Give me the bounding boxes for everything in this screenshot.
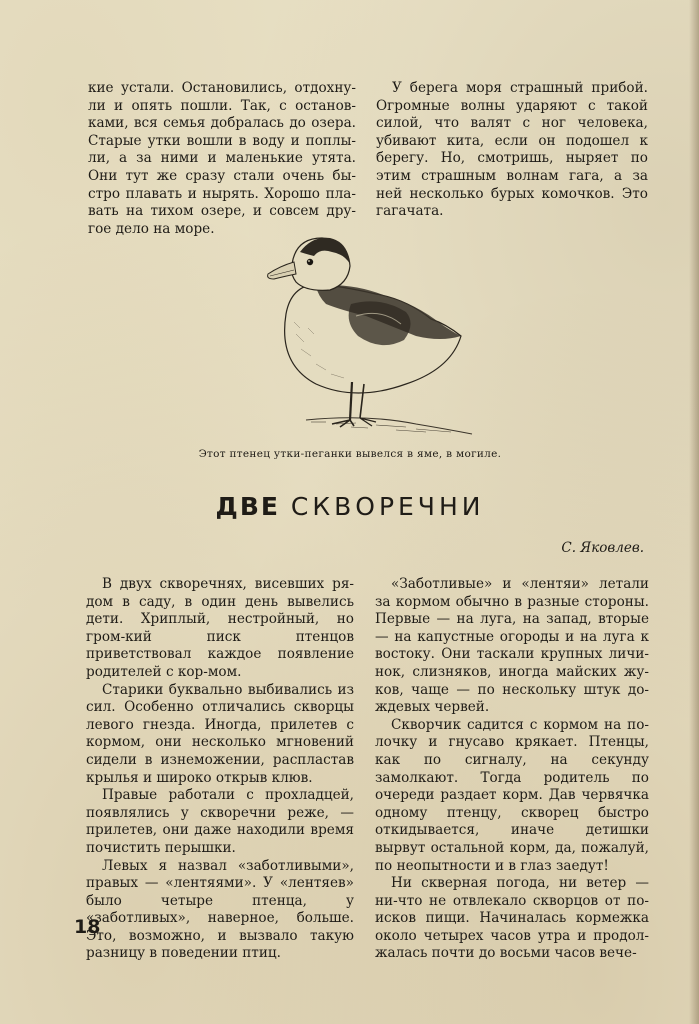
text-column-bottom-right (375, 576, 649, 963)
article-author: С. Яковлев. (561, 540, 644, 556)
paragraph: «Заботливые» и «лентяи» летали за кормом обычно в разные стороны. Первые — на луга, на запад, вторые — на капустные огороды и на луга к востоку. Они таскали крупных личи-нок, слизняков, иногда майских жу-ков, чаще — по нескольку штук до-ждевых червей. (375, 576, 649, 716)
page-spine-shadow (689, 0, 699, 1024)
text-column-top-left (88, 80, 356, 238)
paragraph: Правые работали с прохладцей, появлялись у скворечни реже, — прилетев, они даже находили время почистить перышки. (86, 787, 354, 856)
page-number: 18 (74, 916, 101, 938)
paragraph: У берега моря страшный прибой. Огромные волны ударяют с такой силой, что валят с ног человека, убивают кита, если он подошел к берегу. Но, смотришь, ныряет по этим страшным волнам гага, а за ней несколько бурых комочков. Это гагачата. (376, 80, 648, 220)
illustration-caption: Этот птенец утки-пеганки вывелся в яме, в могиле. (198, 448, 502, 460)
paragraph: В двух скворечнях, висевших ря-дом в саду, в один день вывелись дети. Хриплый, нестройный, но гром-кий писк птенцов приветствовал каждое появление родителей с кор-мом. (86, 576, 354, 680)
paragraph: Старики буквально выбивались из сил. Особенно отличались скворцы левого гнезда. Иногда, прилетев с кормом, они несколько мгновений сидели в изнеможении, распластав крылья и широко открыв клюв. (86, 681, 354, 786)
paragraph: Скворчик садится с кормом на по-лочку и гнусаво крякает. Птенцы, как по сигналу, на секунду замолкают. Тогда родитель по очереди раздает корм. Дав червячка одному птенцу, скворец быстро откидывается, иначе детишки вырвут остальной корм, да, пожалуй, по неопытности и в глаз заедут! (375, 716, 649, 874)
text-column-bottom-left (86, 576, 354, 963)
paragraph: Левых я назвал «заботливыми», правых — «лентяями». У «лентяев» было четыре птенца, у «заботливых», наверное, больше. Это, возможно, и вызвало такую разницу в поведении птиц. (86, 857, 354, 962)
paragraph: Ни скверная погода, ни ветер — ни-что не отвлекало скворцов от по-исков пищи. Начиналась кормежка около четырех часов утра и продол-жалась почти до восьми часов вече- (375, 875, 649, 962)
duckling-illustration (256, 224, 484, 442)
article-title-second-word: СКВОРЕЧНИ (290, 492, 485, 521)
text-column-top-right (376, 80, 648, 221)
article-title-first-word: ДВЕ (215, 492, 280, 521)
paragraph: кие устали. Остановились, отдохну-ли и опять пошли. Так, с останов-ками, вся семья добралась до озера. Старые утки вошли в воду и поплы-ли, а за ними и маленькие утята. Они тут же сразу стали очень бы-стро плавать и нырять. Хорошо пла-вать на тихом озере, и совсем дру-гое дело на море. (88, 80, 356, 237)
article-title (120, 492, 580, 521)
